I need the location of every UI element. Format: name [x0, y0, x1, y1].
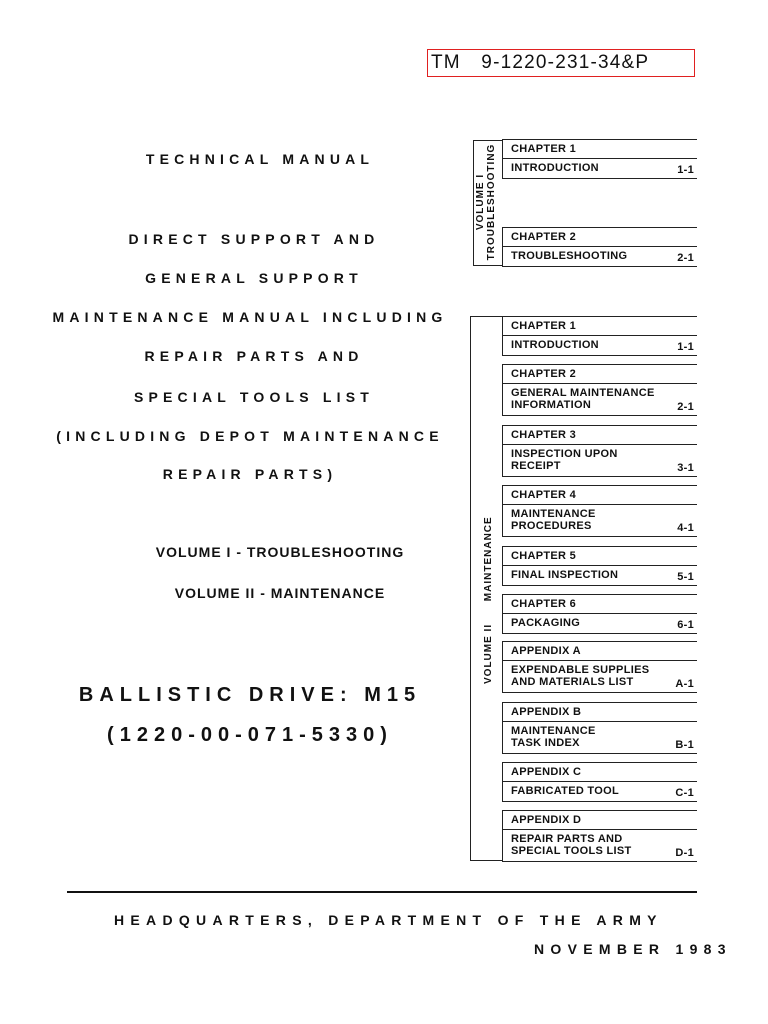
vol2-entry-chapter-3: CHAPTER 3 INSPECTION UPON RECEIPT 3-1: [502, 425, 697, 477]
title-line-2: DIRECT SUPPORT AND: [128, 231, 380, 247]
vol2-entry-chapter-6: CHAPTER 6 PACKAGING 6-1: [502, 594, 697, 634]
vol2-entry-appendix-c: APPENDIX C FABRICATED TOOL C-1: [502, 762, 697, 802]
title-line-4: MAINTENANCE MANUAL INCLUDING: [52, 309, 448, 325]
volume-2-title: VOLUME II - MAINTENANCE: [174, 585, 386, 601]
title-line-3: GENERAL SUPPORT: [145, 270, 363, 286]
vol1-entry-chapter-1: CHAPTER 1 INTRODUCTION 1-1: [502, 139, 697, 179]
title-line-1: TECHNICAL MANUAL: [145, 151, 375, 167]
item-name: BALLISTIC DRIVE: M15: [78, 684, 422, 706]
footer-divider: [67, 891, 697, 893]
nsn: (1220-00-071-5330): [107, 724, 393, 746]
title-line-6: SPECIAL TOOLS LIST: [133, 389, 375, 405]
title-line-5: REPAIR PARTS AND: [144, 348, 364, 364]
vol2-entry-appendix-d: APPENDIX D REPAIR PARTS AND SPECIAL TOOLS LIST D-1: [502, 810, 697, 862]
title-line-7: (INCLUDING DEPOT MAINTENANCE: [56, 428, 444, 444]
vol2-entry-appendix-a: APPENDIX A EXPENDABLE SUPPLIES AND MATERIALS LIST A-1: [502, 641, 697, 693]
vol2-entry-chapter-4: CHAPTER 4 MAINTENANCE PROCEDURES 4-1: [502, 485, 697, 537]
vol2-entry-appendix-b: APPENDIX B MAINTENANCE TASK INDEX B-1: [502, 702, 697, 754]
vol1-entry-chapter-2: CHAPTER 2 TROUBLESHOOTING 2-1: [502, 227, 697, 267]
volume-1-title: VOLUME I - TROUBLESHOOTING: [155, 544, 405, 560]
vol2-entry-chapter-2: CHAPTER 2 GENERAL MAINTENANCE INFORMATION 2-1: [502, 364, 697, 416]
headquarters: HEADQUARTERS, DEPARTMENT OF THE ARMY: [114, 912, 663, 928]
volume-2-label: VOLUME II MAINTENANCE: [483, 516, 494, 684]
title-line-8: REPAIR PARTS): [162, 466, 338, 482]
tm-number: TM 9-1220-231-34&P: [427, 49, 695, 77]
volume-1-label: VOLUME I TROUBLESHOOTING: [475, 143, 497, 261]
vol2-entry-chapter-5: CHAPTER 5 FINAL INSPECTION 5-1: [502, 546, 697, 586]
publication-date: NOVEMBER 1983: [534, 941, 732, 957]
vol2-entry-chapter-1: CHAPTER 1 INTRODUCTION 1-1: [502, 316, 697, 356]
